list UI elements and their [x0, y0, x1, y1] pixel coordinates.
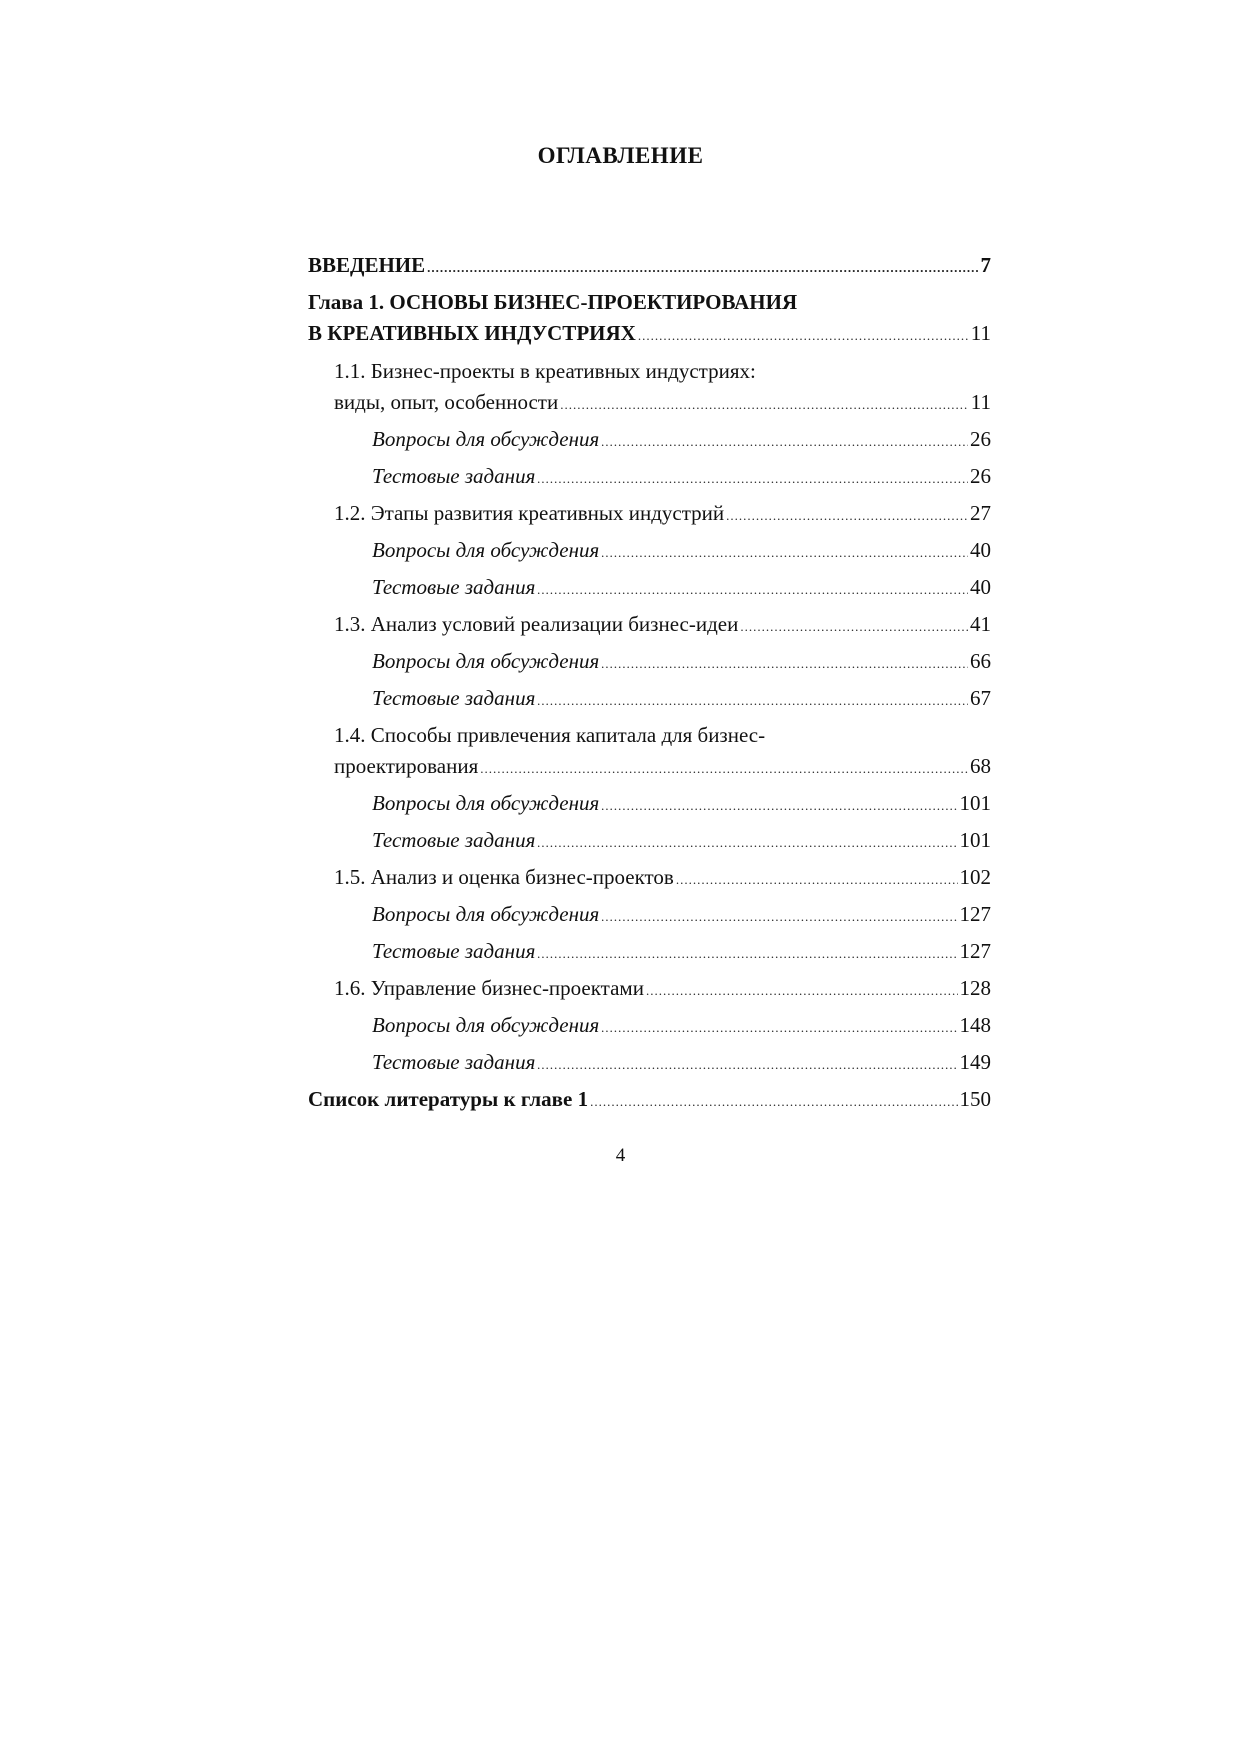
dot-leader	[480, 753, 968, 784]
toc-entry-page: 67	[970, 686, 991, 710]
toc-entry-section-1-5[interactable]	[308, 862, 991, 895]
table-of-contents	[308, 250, 991, 1117]
toc-entry-page: 11	[970, 390, 991, 414]
toc-entry-tests[interactable]	[308, 461, 991, 494]
toc-entry-title-line1: 1.1. Бизнес-проекты в креативных индустриях:	[334, 359, 756, 383]
dot-leader	[676, 864, 958, 895]
toc-entry-section-1-3[interactable]	[308, 609, 991, 642]
toc-entry-title: 1.5. Анализ и оценка бизнес-проектов	[334, 865, 674, 889]
dot-leader	[537, 827, 957, 858]
toc-entry-section-1-2[interactable]	[308, 498, 991, 531]
toc-entry-page: 127	[959, 902, 991, 926]
dot-leader	[601, 426, 968, 457]
toc-entry-page: 149	[959, 1050, 991, 1074]
toc-entry-questions[interactable]	[308, 788, 991, 821]
toc-entry-title: Тестовые задания	[372, 686, 536, 710]
toc-entry-questions[interactable]	[308, 899, 991, 932]
toc-entry-page: 101	[959, 791, 991, 815]
dot-leader	[537, 938, 957, 969]
toc-entry-section-1-6[interactable]	[308, 973, 991, 1006]
toc-entry-title: 1.3. Анализ условий реализации бизнес-идеи	[334, 612, 739, 636]
dot-leader	[537, 1049, 957, 1080]
toc-entry-title: Тестовые задания	[372, 1050, 536, 1074]
toc-entry-page: 40	[970, 575, 991, 599]
toc-entry-page: 148	[959, 1013, 991, 1037]
toc-entry-page: 26	[970, 464, 991, 488]
dot-leader	[537, 685, 968, 716]
dot-leader	[726, 500, 968, 531]
dot-leader	[646, 975, 958, 1006]
toc-entry-tests[interactable]	[308, 1047, 991, 1080]
toc-entry-title: Вопросы для обсуждения	[372, 1013, 600, 1037]
toc-entry-title: 1.6. Управление бизнес-проектами	[334, 976, 644, 1000]
toc-entry-page: 11	[970, 321, 991, 345]
toc-entry-bibliography[interactable]	[308, 1084, 991, 1117]
toc-entry-introduction[interactable]	[308, 250, 991, 283]
toc-entry-page: 40	[970, 538, 991, 562]
toc-entry-tests[interactable]	[308, 572, 991, 605]
dot-leader	[601, 648, 968, 679]
dot-leader	[427, 252, 978, 283]
toc-entry-title: Вопросы для обсуждения	[372, 902, 600, 926]
toc-entry-page: 7	[980, 253, 991, 277]
dot-leader	[601, 537, 968, 568]
dot-leader	[537, 463, 968, 494]
dot-leader	[601, 1012, 957, 1043]
toc-entry-page: 102	[959, 865, 991, 889]
toc-entry-page: 41	[970, 612, 991, 636]
toc-entry-title: ВВЕДЕНИЕ	[308, 253, 426, 277]
toc-entry-title-line1: 1.4. Способы привлечения капитала для бизнес-	[334, 723, 766, 747]
toc-entry-page: 26	[970, 427, 991, 451]
toc-entry-tests[interactable]	[308, 683, 991, 716]
toc-entry-questions[interactable]	[308, 535, 991, 568]
toc-entry-questions[interactable]	[308, 1010, 991, 1043]
dot-leader	[740, 611, 968, 642]
toc-entry-title: Тестовые задания	[372, 828, 536, 852]
toc-entry-page: 27	[970, 501, 991, 525]
page-title: ОГЛАВЛЕНИЕ	[537, 143, 704, 168]
toc-entry-title: Вопросы для обсуждения	[372, 538, 600, 562]
toc-entry-tests[interactable]	[308, 825, 991, 858]
toc-entry-page: 101	[959, 828, 991, 852]
toc-entry-questions[interactable]	[308, 424, 991, 457]
toc-entry-page: 66	[970, 649, 991, 673]
toc-entry-section-1-1[interactable]	[308, 356, 991, 420]
toc-entry-title: виды, опыт, особенности	[334, 390, 559, 414]
dot-leader	[537, 574, 968, 605]
toc-entry-title: Тестовые задания	[372, 464, 536, 488]
toc-entry-title: Вопросы для обсуждения	[372, 427, 600, 451]
toc-entry-title: В КРЕАТИВНЫХ ИНДУСТРИЯХ	[308, 321, 636, 345]
dot-leader	[601, 790, 957, 821]
dot-leader	[601, 901, 957, 932]
toc-entry-title: Тестовые задания	[372, 575, 536, 599]
page-number: 4	[615, 1145, 626, 1166]
toc-entry-page: 128	[959, 976, 991, 1000]
toc-entry-title: Вопросы для обсуждения	[372, 649, 600, 673]
toc-entry-title: Вопросы для обсуждения	[372, 791, 600, 815]
toc-entry-page: 127	[959, 939, 991, 963]
toc-entry-title-line1: Глава 1. ОСНОВЫ БИЗНЕС-ПРОЕКТИРОВАНИЯ	[308, 290, 798, 314]
dot-leader	[560, 389, 969, 420]
toc-entry-questions[interactable]	[308, 646, 991, 679]
toc-entry-title: Список литературы к главе 1	[308, 1087, 589, 1111]
toc-entry-tests[interactable]	[308, 936, 991, 969]
dot-leader	[638, 320, 969, 351]
toc-entry-title: Тестовые задания	[372, 939, 536, 963]
toc-entry-chapter-1[interactable]	[308, 287, 991, 351]
dot-leader	[590, 1086, 957, 1117]
toc-entry-title: проектирования	[334, 754, 479, 778]
toc-entry-section-1-4[interactable]	[308, 720, 991, 784]
toc-entry-page: 150	[959, 1087, 991, 1111]
toc-entry-page: 68	[970, 754, 991, 778]
toc-entry-title: 1.2. Этапы развития креативных индустрий	[334, 501, 725, 525]
